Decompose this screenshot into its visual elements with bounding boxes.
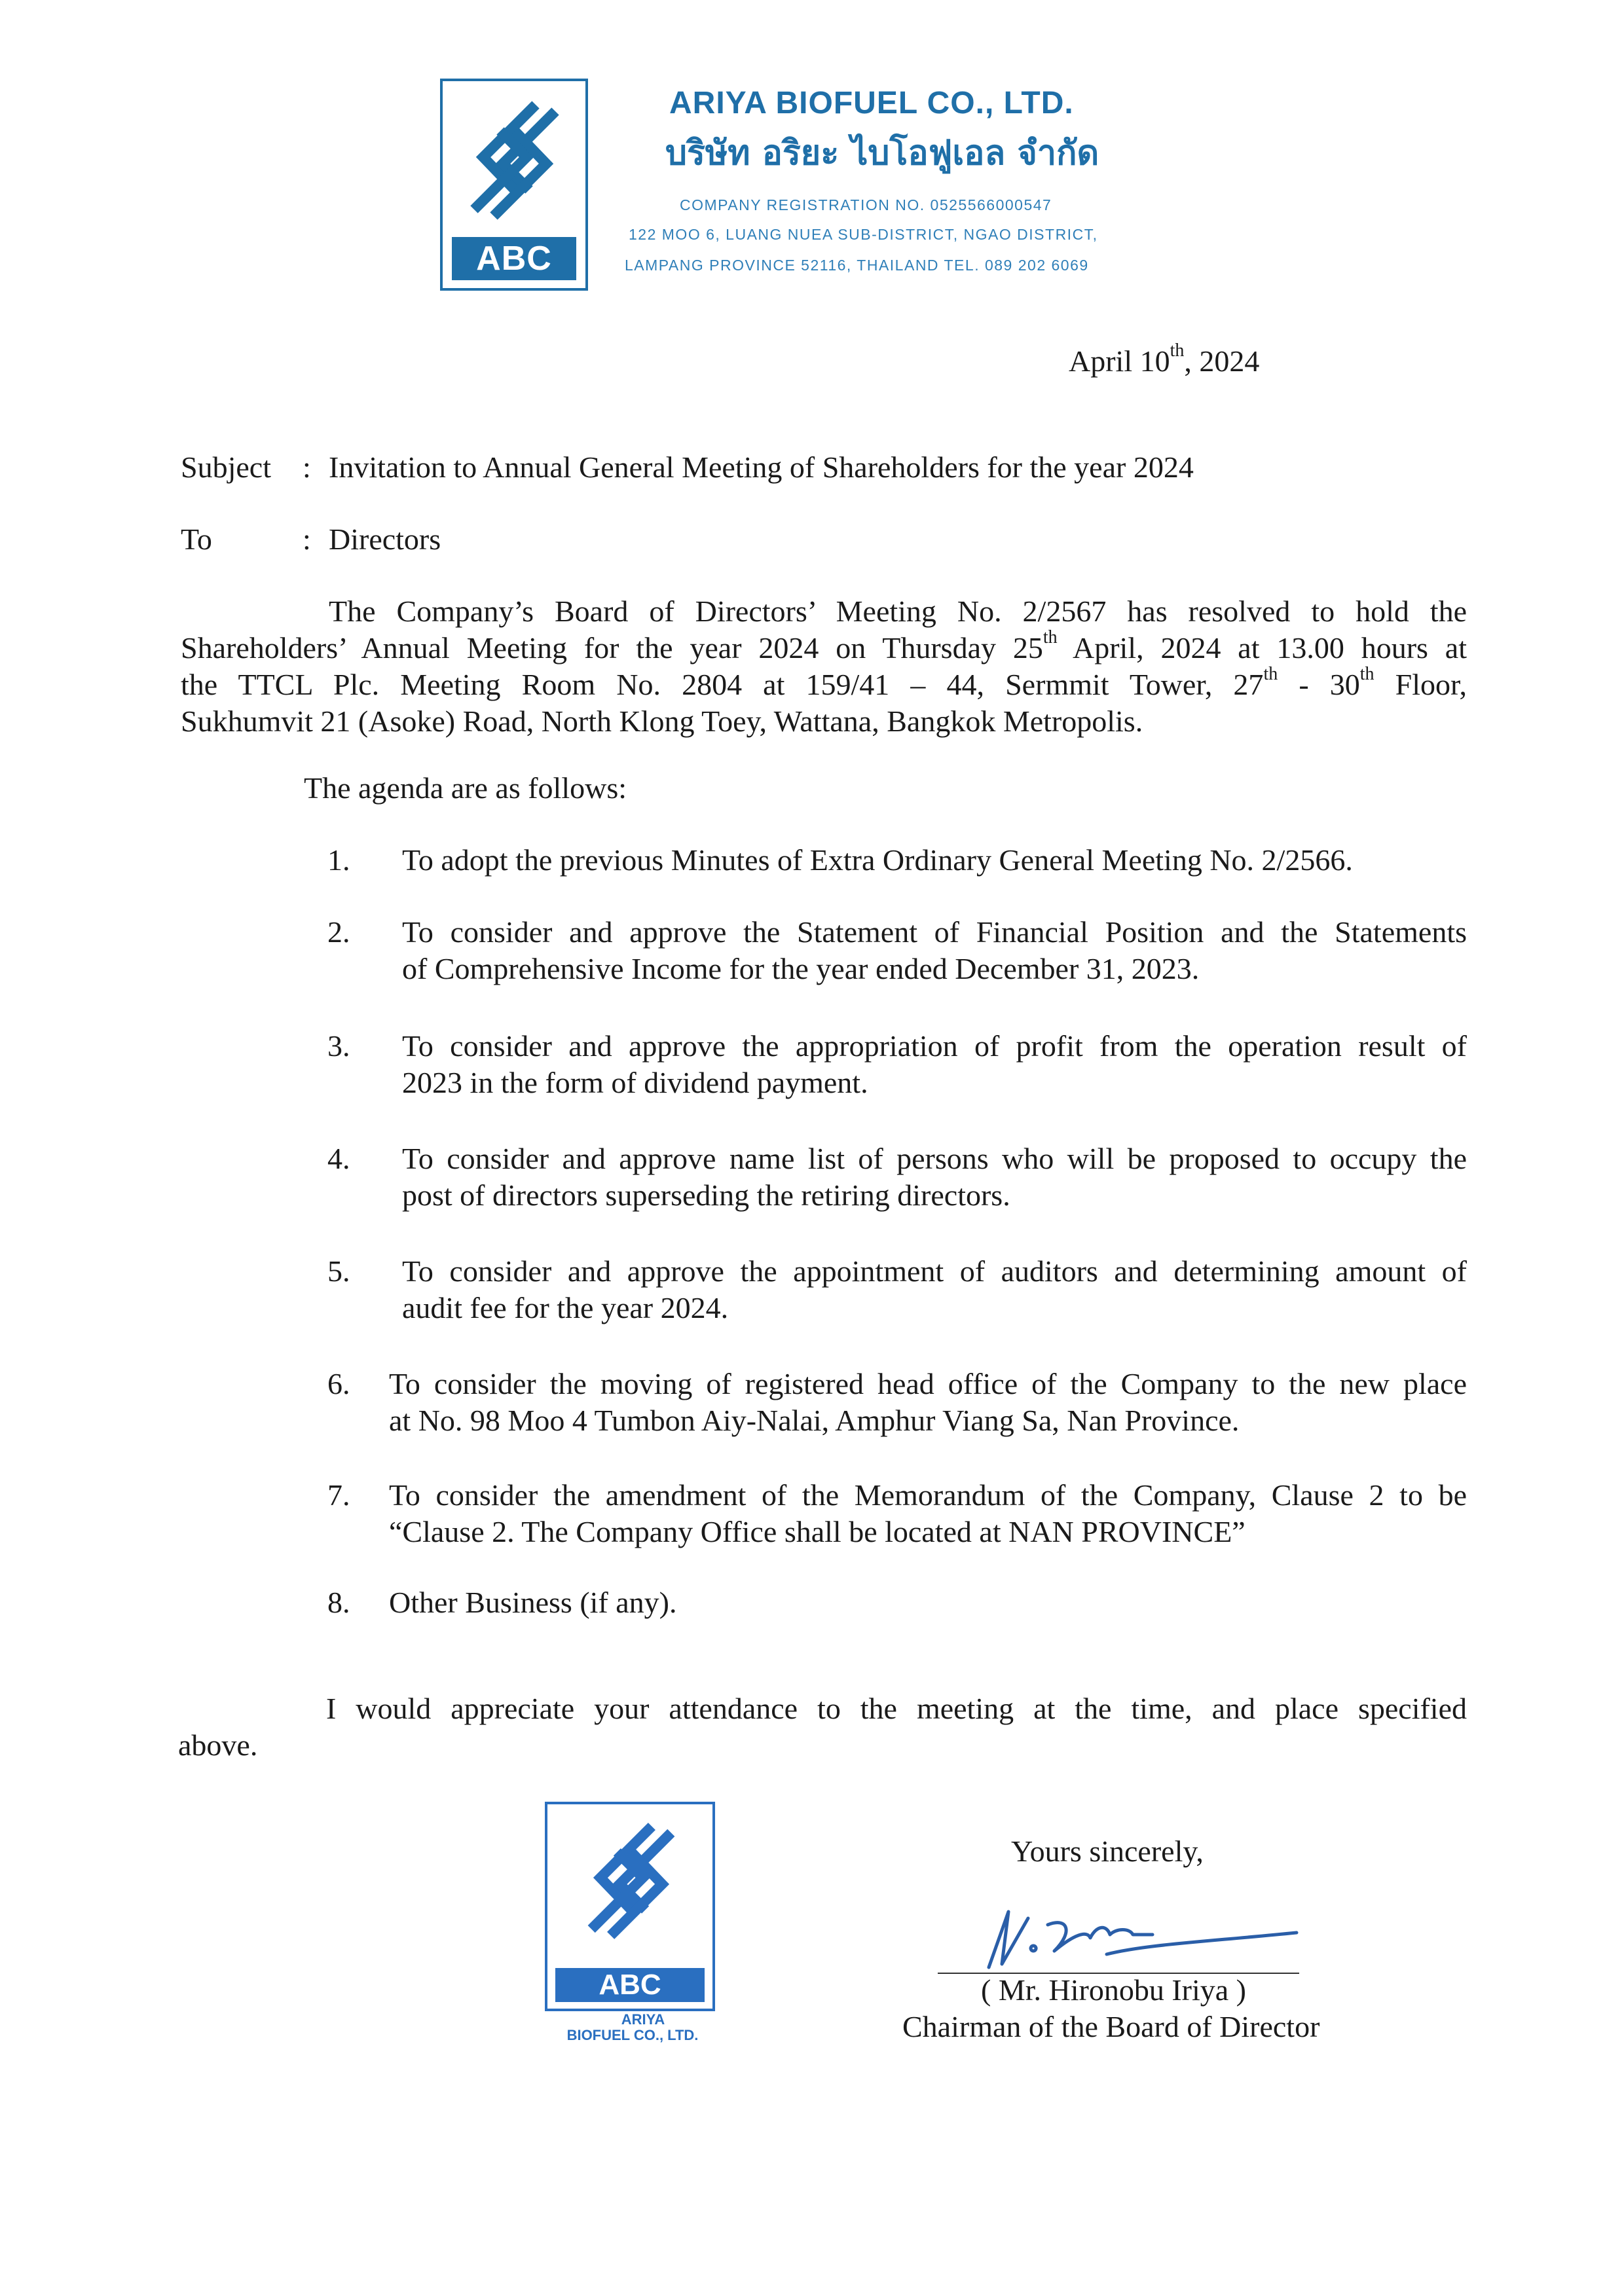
agenda-item-text: To consider and approve the Statement of Financial Position and the Statements bbox=[402, 915, 1467, 949]
agenda-item-text: post of directors superseding the retiring directors. bbox=[402, 1178, 1010, 1212]
date-text: April 10 bbox=[1069, 344, 1170, 378]
paragraph-line: The Company’s Board of Directors’ Meeting No. 2/2567 has resolved to hold the bbox=[329, 594, 1467, 628]
agenda-item-text: “Clause 2. The Company Office shall be located at NAN PROVINCE” bbox=[389, 1515, 1246, 1548]
company-name-th: บริษัท อริยะ ไบโอฟูเอล จำกัด bbox=[665, 134, 1099, 173]
agenda-number: 1. bbox=[327, 843, 350, 877]
agenda-number: 4. bbox=[327, 1142, 350, 1175]
stamp-emblem-icon bbox=[566, 1813, 697, 1948]
agenda-number: 7. bbox=[327, 1478, 350, 1512]
agenda-number: 2. bbox=[327, 915, 350, 949]
stamp-company-line2: BIOFUEL CO., LTD. bbox=[566, 2027, 699, 2043]
agenda-number: 3. bbox=[327, 1029, 350, 1063]
agenda-intro: The agenda are as follows: bbox=[304, 771, 627, 805]
stamp-company-line1: ARIYA bbox=[621, 2011, 665, 2028]
agenda-item-text: To consider and approve name list of persons who will be proposed to occupy the bbox=[402, 1142, 1467, 1175]
signature-image bbox=[976, 1899, 1303, 1977]
signer-name: ( Mr. Hironobu Iriya ) bbox=[981, 1973, 1246, 2007]
paragraph-line bbox=[181, 627, 1467, 666]
letter-date bbox=[1069, 340, 1260, 380]
closing-line: I would appreciate your attendance to the meeting at the time, and place specified bbox=[326, 1692, 1467, 1725]
yours-sincerely: Yours sincerely, bbox=[1011, 1834, 1204, 1868]
to-text: Directors bbox=[329, 522, 441, 556]
logo-emblem-icon bbox=[457, 92, 572, 229]
agenda-item-text: To consider and approve the appropriation of profit from the operation result of bbox=[402, 1029, 1467, 1063]
company-address-line1: 122 MOO 6, LUANG NUEA SUB-DISTRICT, NGAO DISTRICT, bbox=[629, 226, 1098, 243]
text-run: the TTCL Plc. Meeting Room No. 2804 at 159/41 – 44, Sermmit Tower, 27 bbox=[181, 668, 1264, 701]
company-stamp bbox=[545, 1802, 715, 2011]
agenda-item-text: at No. 98 Moo 4 Tumbon Aiy-Nalai, Amphur Viang Sa, Nan Province. bbox=[389, 1404, 1240, 1437]
agenda-item-text: audit fee for the year 2024. bbox=[402, 1291, 729, 1324]
to-colon: : bbox=[303, 522, 311, 556]
signer-title: Chairman of the Board of Director bbox=[902, 2010, 1320, 2043]
agenda-item-text: To consider the amendment of the Memorandum of the Company, Clause 2 to be bbox=[389, 1478, 1467, 1512]
company-name-en: ARIYA BIOFUEL CO., LTD. bbox=[669, 86, 1074, 120]
text-sup: th bbox=[1043, 627, 1058, 647]
agenda-number: 8. bbox=[327, 1586, 350, 1619]
text-run: April, 2024 at 13.00 hours at bbox=[1057, 631, 1467, 665]
stamp-abc-label: ABC bbox=[555, 1968, 705, 2002]
date-suffix: th bbox=[1170, 340, 1185, 361]
subject-colon: : bbox=[303, 450, 311, 484]
agenda-item-text: of Comprehensive Income for the year ended December 31, 2023. bbox=[402, 952, 1200, 985]
company-logo bbox=[440, 79, 588, 291]
date-year: , 2024 bbox=[1184, 344, 1260, 378]
letterhead-text bbox=[625, 85, 1218, 274]
agenda-number: 5. bbox=[327, 1254, 350, 1288]
text-run: Shareholders’ Annual Meeting for the year 2024 on Thursday 25 bbox=[181, 631, 1043, 665]
paragraph-line: Sukhumvit 21 (Asoke) Road, North Klong Toey, Wattana, Bangkok Metropolis. bbox=[181, 704, 1143, 738]
to-label: To bbox=[181, 522, 212, 556]
subject-label: Subject bbox=[181, 450, 271, 484]
subject-text: Invitation to Annual General Meeting of Shareholders for the year 2024 bbox=[329, 450, 1194, 484]
company-address-line2: LAMPANG PROVINCE 52116, THAILAND TEL. 089 202 6069 bbox=[625, 257, 1089, 274]
agenda-number: 6. bbox=[327, 1367, 350, 1400]
company-registration: COMPANY REGISTRATION NO. 0525566000547 bbox=[680, 196, 1052, 213]
agenda-item-text: To adopt the previous Minutes of Extra Ordinary General Meeting No. 2/2566. bbox=[402, 843, 1353, 877]
text-sup: th bbox=[1359, 664, 1375, 684]
agenda-item-text: 2023 in the form of dividend payment. bbox=[402, 1066, 868, 1099]
text-run: - 30 bbox=[1278, 668, 1360, 701]
closing-line: above. bbox=[178, 1728, 258, 1762]
text-sup: th bbox=[1263, 664, 1278, 684]
agenda-item-text: Other Business (if any). bbox=[389, 1586, 677, 1619]
agenda-item-text: To consider the moving of registered head office of the Company to the new place bbox=[389, 1367, 1467, 1400]
text-run: Floor, bbox=[1374, 668, 1467, 701]
logo-abc-label: ABC bbox=[452, 237, 576, 280]
agenda-item-text: To consider and approve the appointment of auditors and determining amount of bbox=[402, 1254, 1467, 1288]
paragraph-line bbox=[181, 666, 1467, 703]
